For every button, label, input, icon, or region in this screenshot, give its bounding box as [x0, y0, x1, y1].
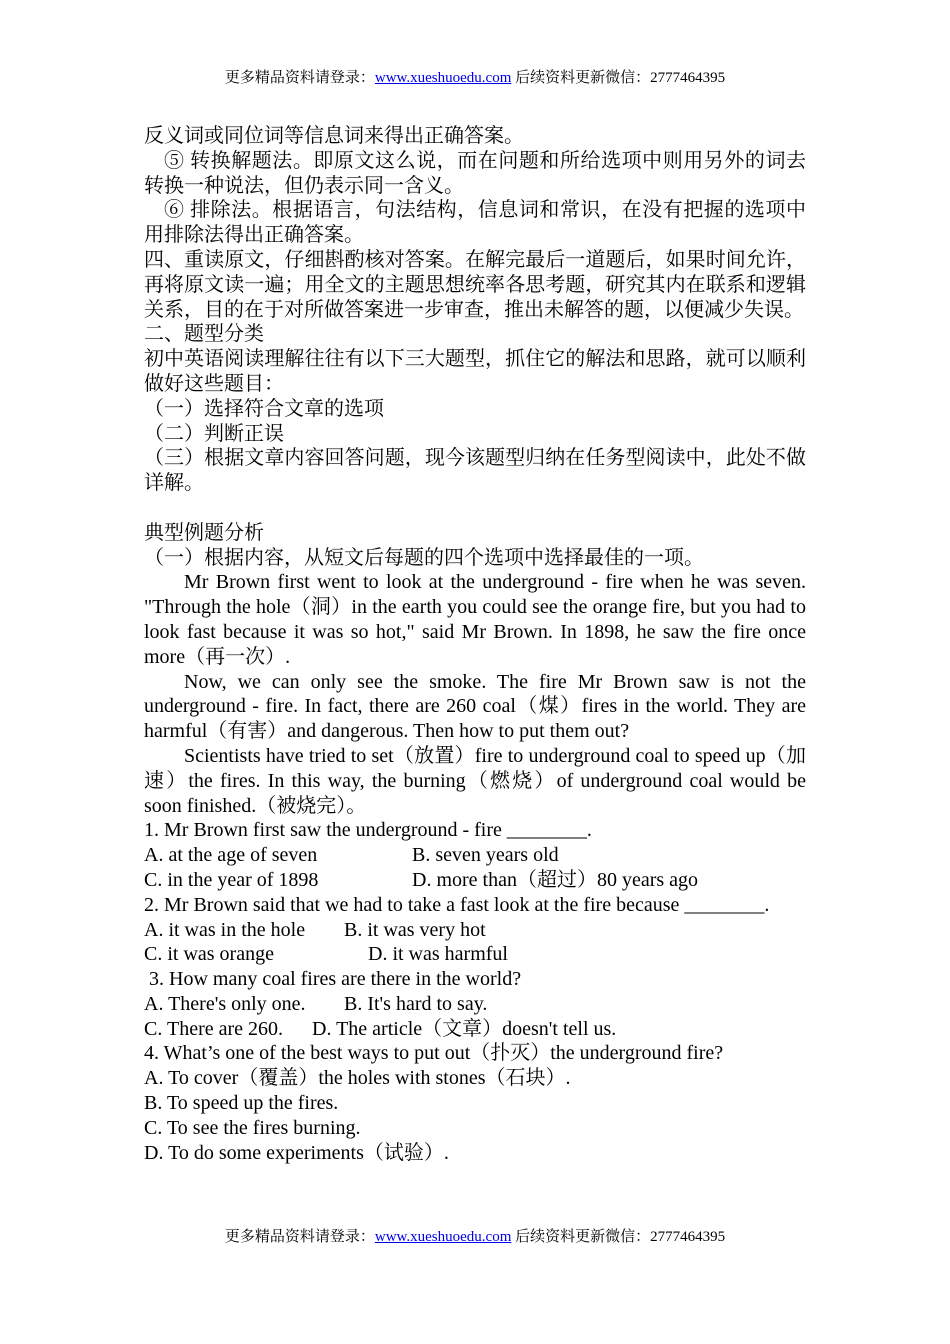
header-suffix: 后续资料更新微信：2777464395	[511, 70, 726, 86]
step-4: 四、重读原文，仔细斟酌核对答案。在解完最后一道题后，如果时间允许，再将原文读一遍；用全文的主题思想统率各思考题，研究其内在联系和逻辑关系，目的在于对所做答案进一步审查，推出未解答的题，以便减少失误。	[144, 248, 806, 321]
example-instruction: （一）根据内容，从短文后每题的四个选项中选择最佳的一项。	[144, 546, 704, 569]
header-link[interactable]: www.xueshuoedu.com	[374, 70, 512, 86]
question-1-option-b: B. seven years old	[412, 844, 559, 867]
question-1-options-row-2	[144, 868, 806, 893]
question-1-options-row-1	[144, 843, 806, 868]
question-2-options-row-1	[144, 918, 806, 943]
example-heading: 典型例题分析	[144, 521, 264, 544]
question-3-options-row-2	[144, 1017, 806, 1042]
footer-link[interactable]: www.xueshuoedu.com	[374, 1229, 512, 1245]
question-4-stem: 4. What’s one of the best ways to put out（扑灭）the underground fire?	[144, 1042, 724, 1065]
question-3-option-a: A. There's only one.	[144, 992, 306, 1015]
question-2-option-d: D. it was harmful	[368, 943, 508, 966]
question-2-option-b: B. it was very hot	[344, 918, 486, 941]
types-intro: 初中英语阅读理解往往有以下三大题型，抓住它的解法和思路，就可以顺利做好这些题目：	[144, 348, 806, 395]
passage-paragraph-1: Mr Brown first went to look at the underground - fire when he was seven. "Through the hole（洞）in the earth you could see the orange fire, but you had to look fast because it was so hot," said Mr Brown. In 1898, he saw the fire once more（再一次）.	[144, 571, 806, 668]
question-1-option-c: C. in the year of 1898	[144, 868, 319, 891]
question-3-option-b: B. It's hard to say.	[344, 992, 488, 1015]
footer-suffix: 后续资料更新微信：2777464395	[511, 1229, 726, 1245]
question-3-stem: 3. How many coal fires are there in the world?	[149, 968, 522, 991]
question-4-option-a: A. To cover（覆盖）the holes with stones（石块）.	[144, 1067, 571, 1090]
question-1-option-a: A. at the age of seven	[144, 844, 318, 867]
question-3-option-d: D. The article（文章）doesn't tell us.	[312, 1017, 617, 1040]
method-6: ⑥ 排除法。根据语言，句法结构，信息词和常识，在没有把握的选项中用排除法得出正确答案。	[144, 199, 806, 247]
passage-paragraph-3: Scientists have tried to set（放置）fire to underground coal to speed up（加速）the fires. In this way, the burning（燃烧）of underground coal would be soon finished.（被烧完）。	[144, 744, 806, 817]
question-1-option-d: D. more than（超过）80 years ago	[412, 868, 699, 891]
header-prefix: 更多精品资料请登录：	[224, 70, 375, 86]
question-2-option-c: C. it was orange	[144, 943, 274, 966]
method-continued-line: 反义词或同位词等信息词来得出正确答案。	[144, 125, 524, 147]
type-2: （二）判断正误	[144, 422, 284, 445]
method-5: ⑤ 转换解题法。即原文这么说，而在问题和所给选项中则用另外的词去转换一种说法，但仍表示同一含义。	[144, 149, 806, 197]
question-3-options-row-1	[144, 992, 806, 1017]
question-1-stem: 1. Mr Brown first saw the underground - fire ________.	[144, 819, 592, 842]
question-2-stem: 2. Mr Brown said that we had to take a fast look at the fire because ________.	[144, 893, 770, 916]
types-heading: 二、题型分类	[144, 323, 264, 346]
type-1: （一）选择符合文章的选项	[144, 397, 384, 420]
page-footer	[0, 1227, 950, 1247]
question-4-option-b: B. To speed up the fires.	[144, 1092, 339, 1115]
question-3-option-c: C. There are 260.	[144, 1017, 284, 1040]
document-body	[144, 124, 806, 1165]
footer-prefix: 更多精品资料请登录：	[224, 1229, 375, 1245]
page-header	[0, 68, 950, 88]
blank-line	[144, 496, 806, 521]
passage-paragraph-2: Now, we can only see the smoke. The fire Mr Brown saw is not the underground - fire. In fact, there are 260 coal（煤）fires in the world. They are harmful（有害）and dangerous. Then how to put them out?	[144, 670, 806, 743]
question-4-option-c: C. To see the fires burning.	[144, 1116, 361, 1139]
type-3: （三）根据文章内容回答问题，现今该题型归纳在任务型阅读中，此处不做详解。	[144, 447, 806, 495]
question-4-option-d: D. To do some experiments（试验）.	[144, 1141, 449, 1164]
question-2-option-a: A. it was in the hole	[144, 918, 306, 941]
question-2-options-row-2	[144, 942, 806, 967]
